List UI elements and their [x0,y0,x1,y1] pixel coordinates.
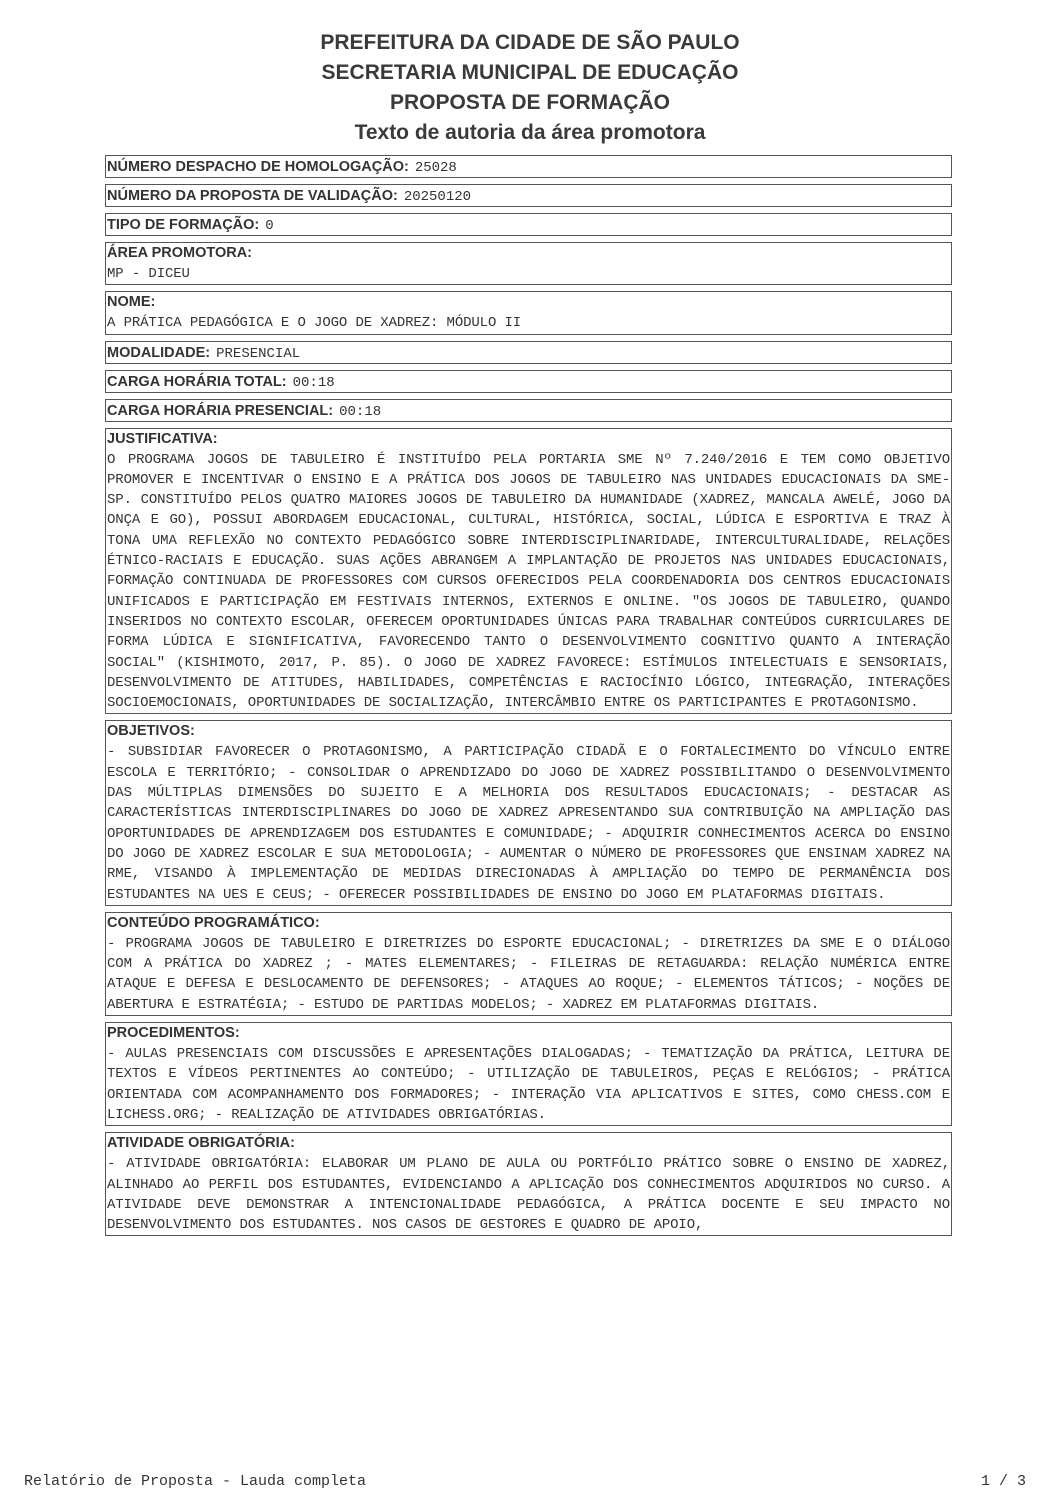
field-label: CARGA HORÁRIA TOTAL: [107,373,287,390]
field-label: NÚMERO DA PROPOSTA DE VALIDAÇÃO: [107,188,398,204]
footer-report-title: Relatório de Proposta - Lauda completa [24,1473,367,1490]
field-value: 0 [265,218,274,234]
field-value: - SUBSIDIAR FAVORECER O PROTAGONISMO, A PARTICIPAÇÃO CIDADÃ E O FORTALECIMENTO DO VÍNCULO ENTRE ESCOLA E TERRITÓRIO; - CONSOLIDAR O APRENDIZADO DO JOGO DE XADREZ POSSIBILITANDO O DESENVOLVIMENTO DAS MÚLTIPLAS DIMENSÕES DO SUJEITO E A MELHORIA DOS RESULTADOS EDUCACIONAIS; - DESTACAR AS CARACTERÍSTICAS INTERDISCIPLINARES DO JOGO DE XADREZ APRESENTANDO SUA CONTRIBUIÇÃO NA AMPLIAÇÃO DAS OPORTUNIDADES DE APRENDIZAGEM DOS ESTUDANTES E COMUNIDADE; - ADQUIRIR CONHECIMENTOS ACERCA DO ENSINO DO JOGO DE XADREZ ESCOLAR E SUA METODOLOGIA; - AUMENTAR O NÚMERO DE PROFESSORES QUE ENSINAM XADREZ NA RME, VISANDO À IMPLEMENTAÇÃO DE MEDIDAS DIRECIONADAS À AMPLIAÇÃO DO TEMPO DE PERMANÊNCIA DOS ESTUDANTES NA UES E CEUS; - OFERECER POSSIBILIDADES DE ENSINO DO JOGO EM PLATAFORMAS DIGITAIS. [107,744,950,903]
field-value: - PROGRAMA JOGOS DE TABULEIRO E DIRETRIZES DO ESPORTE EDUCACIONAL; - DIRETRIZES DA SME E O DIÁLOGO COM A PRÁTICA DO XADREZ ; - MATES ELEMENTARES; - FILEIRAS DE RETAGUARDA: RELAÇÃO NUMÉRICA ENTRE ATAQUE E DEFESA E DESLOCAMENTO DE DEFENSORES; - ATAQUES AO ROQUE; - ELEMENTOS TÁTICOS; - NOÇÕES DE ABERTURA E ESTRATÉGIA; - ESTUDO DE PARTIDAS MODELOS; - XADREZ EM PLATAFORMAS DIGITAIS. [107,935,950,1013]
proposal-fields [105,155,952,1242]
field-label: CONTEÚDO PROGRAMÁTICO: [107,914,320,931]
field-value: MP - DICEU [107,266,190,282]
field-label: OBJETIVOS: [107,723,195,740]
field-value: O PROGRAMA JOGOS DE TABULEIRO É INSTITUÍDO PELA PORTARIA SME Nº 7.240/2016 E TEM COMO OBJETIVO PROMOVER E INCENTIVAR O ENSINO E A PRÁTICA DOS JOGOS DE TABULEIRO NAS UNIDADES EDUCACIONAIS DA SME-SP. CONSTITUÍDO PELOS QUATRO MAIORES JOGOS DE TABULEIRO DA HUMANIDADE (XADREZ, MANCALA AWELÉ, JOGO DA ONÇA E GO), POSSUI ABORDAGEM EDUCACIONAL, CULTURAL, HISTÓRICA, SOCIAL, LÚDICA E ESPORTIVA E TRAZ À TONA UMA REFLEXÃO NO CONTEXTO PEDAGÓGICO SOBRE INTERDISCIPLINARIDADE, INTERCULTURALIDADE, RELAÇÕES ÉTNICO-RACIAIS E EDUCAÇÃO. SUAS AÇÕES ABRANGEM A IMPLANTAÇÃO DE PROJETOS NAS UNIDADES EDUCACIONAIS, FORMAÇÃO CONTINUADA DE PROFESSORES COM CURSOS OFERECIDOS PELA COORDENADORIA DOS CENTROS EDUCACIONAIS UNIFICADOS E PARTICIPAÇÃO EM FESTIVAIS INTERNOS, EXTERNOS E ONLINE. "OS JOGOS DE TABULEIRO, QUANDO INSERIDOS NO CONTEXTO ESCOLAR, OFERECEM OPORTUNIDADES ÚNICAS PARA TRABALHAR CONTEÚDOS CURRICULARES DE FORMA LÚDICA E SIGNIFICATIVA, FAVORECENDO TANTO O DESENVOLVIMENTO COGNITIVO QUANTO A INTERAÇÃO SOCIAL" (KISHIMOTO, 2017, P. 85). O JOGO DE XADREZ FAVORECE: ESTÍMULOS INTELECTUAIS E SENSORIAIS, DESENVOLVIMENTO DE ATITUDES, HABILIDADES, COMPETÊNCIAS E RACIOCÍNIO LÓGICO, INTEGRAÇÃO, INTERAÇÕES SOCIOEMOCIONAIS, OPORTUNIDADES DE SOCIALIZAÇÃO, INTERCÂMBIO ENTRE OS PARTICIPANTES E PROTAGONISMO. [107,451,950,712]
field-value: 20250120 [403,189,472,205]
document-header [0,28,1060,148]
header-line-secretaria: SECRETARIA MUNICIPAL DE EDUCAÇÃO [321,61,739,84]
field-proposta [105,184,952,207]
field-value: 00:18 [292,374,335,391]
field-objetivos [105,720,952,905]
field-procedimentos [105,1022,952,1126]
page-footer [24,1473,1026,1495]
field-value: 25028 [414,160,457,176]
field-label: ATIVIDADE OBRIGATÓRIA: [107,1135,295,1152]
field-value: - ATIVIDADE OBRIGATÓRIA: ELABORAR UM PLANO DE AULA OU PORTFÓLIO PRÁTICO SOBRE O ENSINO DE XADREZ, ALINHADO AO PERFIL DOS ESTUDANTES, EVIDENCIANDO A APLICAÇÃO DOS CONHECIMENTOS ADQUIRIDOS NO CURSO. A ATIVIDADE DEVE DEMONSTRAR A INTENCIONALIDADE PEDAGÓGICA, A PRÁTICA DOCENTE E SEU IMPACTO NO DESENVOLVIMENTO DOS ESTUDANTES. NOS CASOS DE GESTORES E QUADRO DE APOIO, [107,1156,950,1234]
header-line-autoria: Texto de autoria da área promotora [354,121,706,144]
field-area [105,242,952,285]
field-nome [105,291,952,334]
field-label: TIPO DE FORMAÇÃO: [107,217,260,233]
field-label: CARGA HORÁRIA PRESENCIAL: [107,402,334,419]
field-value: - AULAS PRESENCIAIS COM DISCUSSÕES E APRESENTAÇÕES DIALOGADAS; - TEMATIZAÇÃO DA PRÁTICA, LEITURA DE TEXTOS E VÍDEOS PERTINENTES AO CONTEÚDO; - UTILIZAÇÃO DE TABULEIROS, PEÇAS E RELÓGIOS; - PRÁTICA ORIENTADA COM ACOMPANHAMENTO DOS FORMADORES; - INTERAÇÃO VIA APLICATIVOS E SITES, COMO CHESS.COM E LICHESS.ORG; - REALIZAÇÃO DE ATIVIDADES OBRIGATÓRIAS. [107,1046,950,1123]
header-line-proposta: PROPOSTA DE FORMAÇÃO [389,91,670,114]
field-value: PRESENCIAL [216,345,301,362]
field-despacho [105,155,952,178]
field-modalidade [105,341,952,364]
field-label: ÁREA PROMOTORA: [107,245,252,261]
field-value: A PRÁTICA PEDAGÓGICA E O JOGO DE XADREZ: MÓDULO II [107,315,522,332]
header-line-prefeitura: PREFEITURA DA CIDADE DE SÃO PAULO [320,31,740,54]
field-atividade [105,1132,952,1236]
field-tipo [105,213,952,236]
field-value: 00:18 [339,403,382,420]
field-label: MODALIDADE: [107,344,211,361]
field-label: NÚMERO DESPACHO DE HOMOLOGAÇÃO: [107,159,409,175]
field-carga-presencial [105,399,952,422]
field-carga-total [105,370,952,393]
field-justificativa [105,428,952,715]
field-label: NOME: [107,294,156,311]
field-conteudo [105,912,952,1016]
page-number: 1 / 3 [980,1473,1026,1490]
field-label: JUSTIFICATIVA: [107,430,218,447]
field-label: PROCEDIMENTOS: [107,1025,240,1042]
